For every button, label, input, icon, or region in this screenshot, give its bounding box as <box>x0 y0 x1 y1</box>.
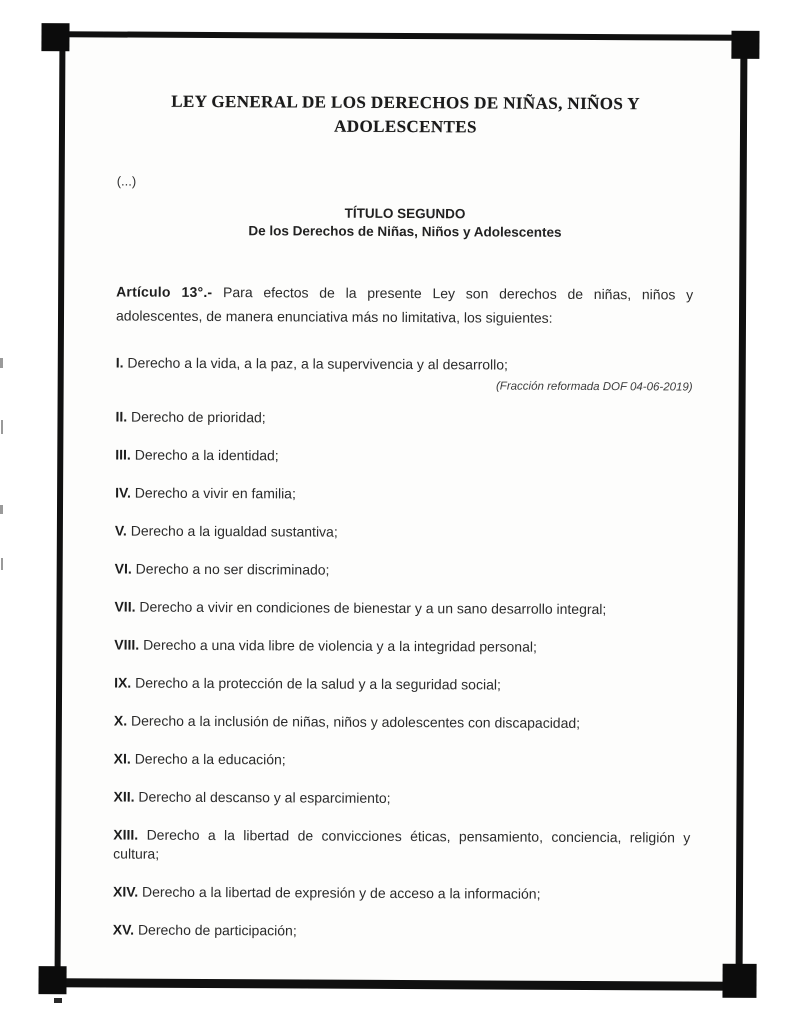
omission-mark: (...) <box>116 173 137 189</box>
item-text: Derecho de prioridad; <box>131 408 266 426</box>
roman-numeral: IV. <box>115 484 131 501</box>
roman-numeral: III. <box>115 446 131 463</box>
list-item <box>113 825 690 866</box>
list-item <box>114 598 691 620</box>
item-text: Derecho a la identidad; <box>134 446 279 464</box>
article-paragraph <box>116 280 693 331</box>
item-text: Derecho a la protección de la salud y a la seguridad social; <box>135 674 501 693</box>
list-item <box>113 787 690 809</box>
page-frame <box>55 31 748 991</box>
roman-numeral: I. <box>115 354 124 371</box>
article-label: Artículo 13°.- <box>116 283 213 301</box>
roman-numeral: VI. <box>114 560 132 577</box>
item-text: Derecho a la inclusión de niñas, niños y adolescentes con discapacidad; <box>130 712 581 731</box>
scan-artifact <box>1 558 3 570</box>
roman-numeral: IX. <box>114 674 132 691</box>
list-item <box>115 408 692 430</box>
item-text: Derecho de participación; <box>137 921 297 939</box>
scan-artifact <box>0 358 3 368</box>
roman-numeral: XI. <box>113 750 131 767</box>
roman-numeral: V. <box>114 522 127 539</box>
document-title <box>117 90 694 141</box>
scan-artifact <box>0 505 3 514</box>
list-item <box>114 711 691 733</box>
section-subtitle: De los Derechos de Niñas, Niños y Adolescentes <box>248 223 562 240</box>
list-item <box>114 636 691 658</box>
item-text: Derecho a la igualdad sustantiva; <box>130 522 338 540</box>
roman-numeral: XII. <box>113 788 135 805</box>
list-item <box>113 882 690 904</box>
scan-artifact <box>1 420 3 434</box>
roman-numeral: XV. <box>112 921 135 938</box>
list-item <box>113 920 690 942</box>
roman-numeral: XIII. <box>113 826 139 843</box>
list-item <box>115 560 692 582</box>
item-text: Derecho a no ser discriminado; <box>135 560 330 578</box>
rights-list <box>113 354 693 943</box>
list-item <box>114 749 691 771</box>
item-text: Derecho a vivir en condiciones de bienestar y a un sano desarrollo integral; <box>139 598 607 618</box>
list-item <box>115 484 692 506</box>
list-item <box>116 354 693 376</box>
item-text: Derecho a vivir en familia; <box>134 484 296 502</box>
item-text: Derecho a la vida, a la paz, a la supervivencia y al desarrollo; <box>127 354 509 373</box>
roman-numeral: VII. <box>114 598 136 615</box>
item-text: Derecho a la educación; <box>134 750 286 768</box>
roman-numeral: VIII. <box>114 636 140 653</box>
item-text: Derecho a la libertad de convicciones éticas, pensamiento, conciencia, religión y cultura; <box>113 826 691 862</box>
amendment-note: (Fracción reformada DOF 04-06-2019) <box>495 380 693 394</box>
list-item <box>115 446 692 468</box>
item-text: Derecho a la libertad de expresión y de acceso a la información; <box>142 883 541 902</box>
roman-numeral: II. <box>115 408 128 425</box>
roman-numeral: X. <box>113 712 128 729</box>
item-text: Derecho al descanso y al esparcimiento; <box>138 788 391 806</box>
document-title-line-1: LEY GENERAL DE LOS DERECHOS DE NIÑAS, NIÑOS Y <box>171 91 641 114</box>
list-item <box>114 674 691 696</box>
section-title: TÍTULO SEGUNDO <box>344 205 466 222</box>
list-item <box>115 522 692 544</box>
roman-numeral: XIV. <box>112 883 139 900</box>
document-content <box>61 37 741 982</box>
item-text: Derecho a una vida libre de violencia y a la integridad personal; <box>143 636 537 655</box>
scan-artifact <box>54 998 62 1003</box>
article-text: Para efectos de la presente Ley son derechos de niñas, niños y adolescentes, de manera enunciativa más no limitativa, los siguientes: <box>115 284 694 326</box>
document-title-line-2: ADOLESCENTES <box>334 116 477 137</box>
